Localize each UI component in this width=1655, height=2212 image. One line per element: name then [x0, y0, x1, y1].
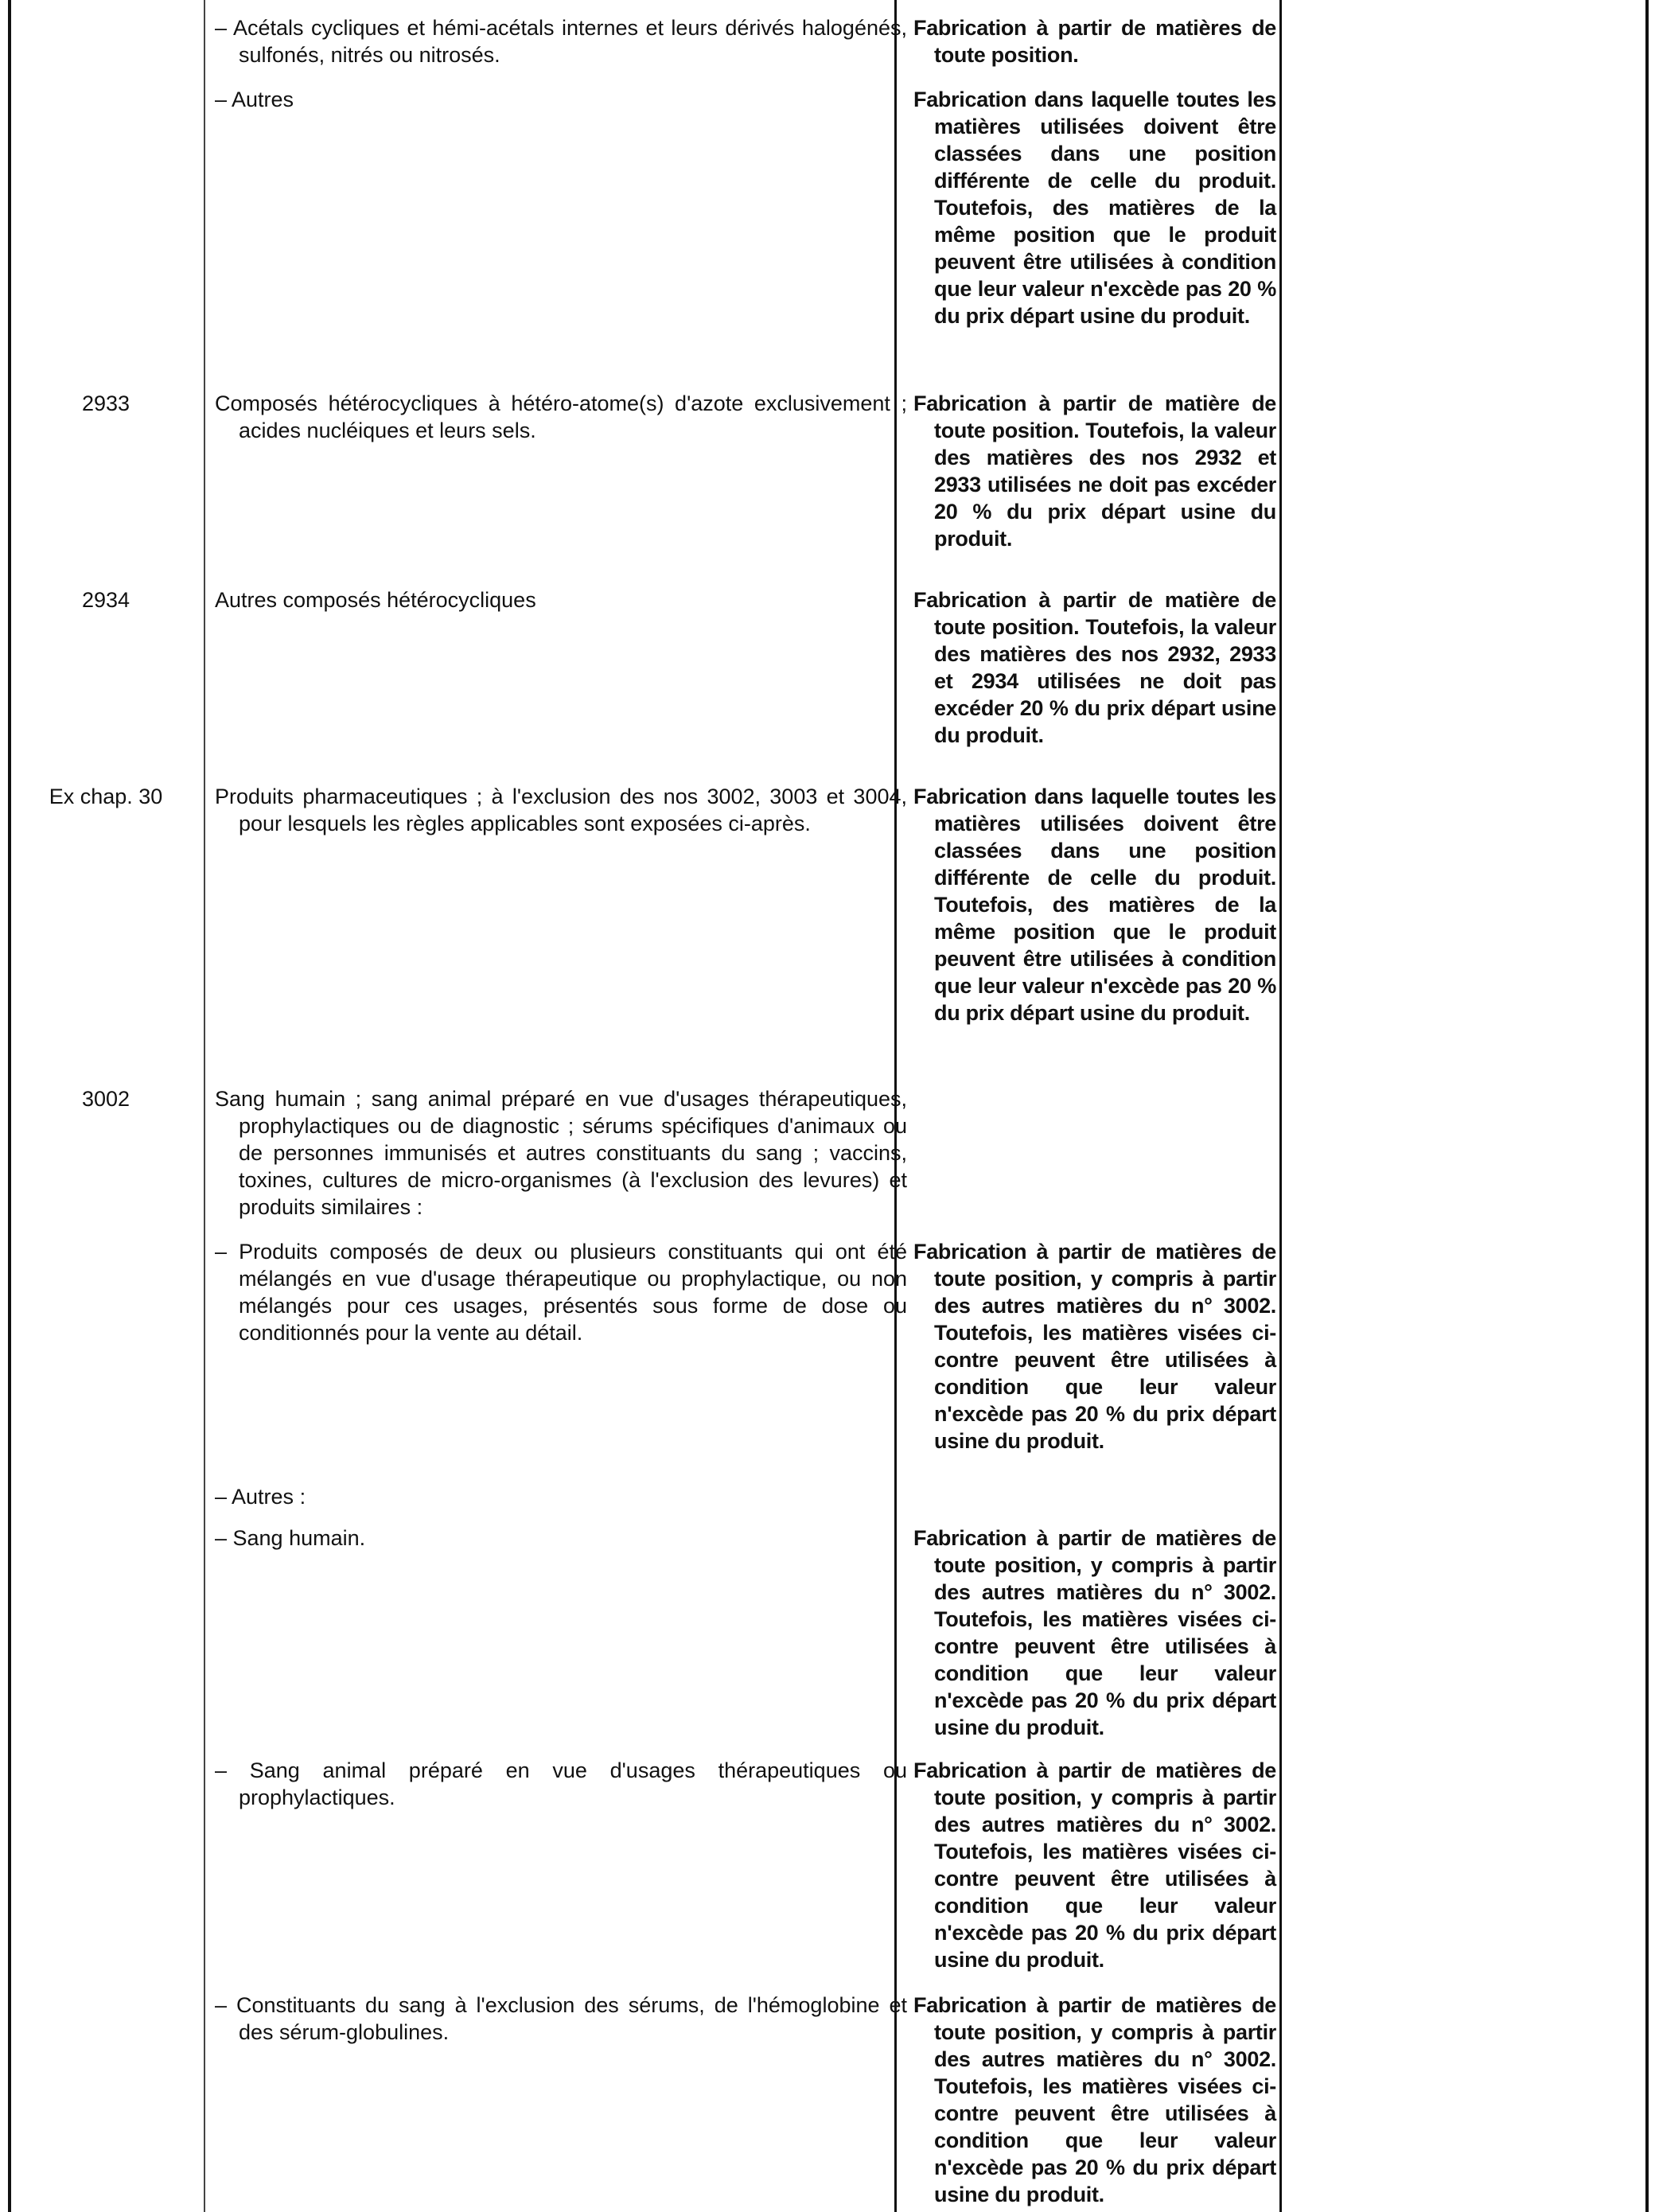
row-0-description: – Acétals cycliques et hémi-acétals internes et leurs dérivés halogénés, sulfonés, nitrés ou nitrosés. [215, 16, 907, 67]
row-2-description: Composés hétérocycliques à hétéro-atome(s) d'azote exclusivement ; acides nucléiques et leurs sels. [215, 391, 907, 442]
row-8-rule: Fabrication à partir de matières de toute position, y compris à partir des autres matières du n° 3002. Toutefois, les matières visées ci-contre peuvent être utilisées à condition que leur valeur n'excède pas 20 % du prix départ usine du produit. [913, 1526, 1276, 1739]
row-9-description: – Sang animal préparé en vue d'usages thérapeutiques ou prophylactiques. [215, 1758, 907, 1809]
row-2-rule: Fabrication à partir de matière de toute position. Toutefois, la valeur des matières des nos 2932 et 2933 utilisées ne doit pas excéder 20 % du prix départ usine du produit. [913, 391, 1276, 551]
column-divider-code [204, 0, 205, 2212]
row-0-rule: Fabrication à partir de matières de toute position. [913, 16, 1276, 67]
row-3-code: 2934 [81, 588, 130, 612]
row-5-description: Sang humain ; sang animal préparé en vue d'usages thérapeutiques, prophylactiques ou de diagnostic ; sérums spécifiques d'animaux ou de personnes immunisés et autres constituants du sang ; vaccins, toxines, cultures de micro-organismes (à l'exclusion des levures) et produits similaires : [215, 1087, 907, 1219]
row-4-description: Produits pharmaceutiques ; à l'exclusion des nos 3002, 3003 et 3004, pour lesquels les règles applicables sont exposées ci-après. [215, 785, 907, 835]
row-4-code: Ex chap. 30 [49, 785, 163, 808]
table-left-border [8, 0, 11, 2212]
row-7-description: – Autres : [215, 1485, 306, 1509]
row-3-description: Autres composés hétérocycliques [215, 588, 536, 612]
row-4-rule: Fabrication dans laquelle toutes les matières utilisées doivent être classées dans une position différente de celle du produit. Toutefois, des matières de la même position que le produit peuvent être utilisées à condition que leur valeur n'excède pas 20 % du prix départ usine du produit. [913, 785, 1276, 1025]
row-3-rule: Fabrication à partir de matière de toute position. Toutefois, la valeur des matières des nos 2932, 2933 et 2934 utilisées ne doit pas excéder 20 % du prix départ usine du produit. [913, 588, 1276, 747]
row-8-description: – Sang humain. [215, 1526, 366, 1550]
row-6-rule: Fabrication à partir de matières de toute position, y compris à partir des autres matières du n° 3002. Toutefois, les matières visées ci-contre peuvent être utilisées à condition que leur valeur n'excède pas 20 % du prix départ usine du produit. [913, 1240, 1276, 1453]
row-2-code: 2933 [81, 391, 130, 415]
row-1-rule: Fabrication dans laquelle toutes les matières utilisées doivent être classées dans une position différente de celle du produit. Toutefois, des matières de la même position que le produit peuvent être utilisées à condition que leur valeur n'excède pas 20 % du prix départ usine du produit. [913, 88, 1276, 328]
row-10-description: – Constituants du sang à l'exclusion des sérums, de l'hémoglobine et des sérum-globulines. [215, 1993, 907, 2044]
column-divider-rule [1279, 0, 1282, 2212]
row-9-rule: Fabrication à partir de matières de toute position, y compris à partir des autres matières du n° 3002. Toutefois, les matières visées ci-contre peuvent être utilisées à condition que leur valeur n'excède pas 20 % du prix départ usine du produit. [913, 1758, 1276, 1972]
table-right-border [1645, 0, 1649, 2212]
row-1-description: – Autres [215, 88, 294, 111]
row-6-description: – Produits composés de deux ou plusieurs constituants qui ont été mélangés en vue d'usage thérapeutique ou prophylactique, ou non mélangés pour ces usages, présentés sous forme de dose ou conditionnés pour la vente au détail. [215, 1240, 907, 1345]
row-10-rule: Fabrication à partir de matières de toute position, y compris à partir des autres matières du n° 3002. Toutefois, les matières visées ci-contre peuvent être utilisées à condition que leur valeur n'excède pas 20 % du prix départ usine du produit. [913, 1993, 1276, 2206]
row-5-code: 3002 [81, 1087, 130, 1111]
